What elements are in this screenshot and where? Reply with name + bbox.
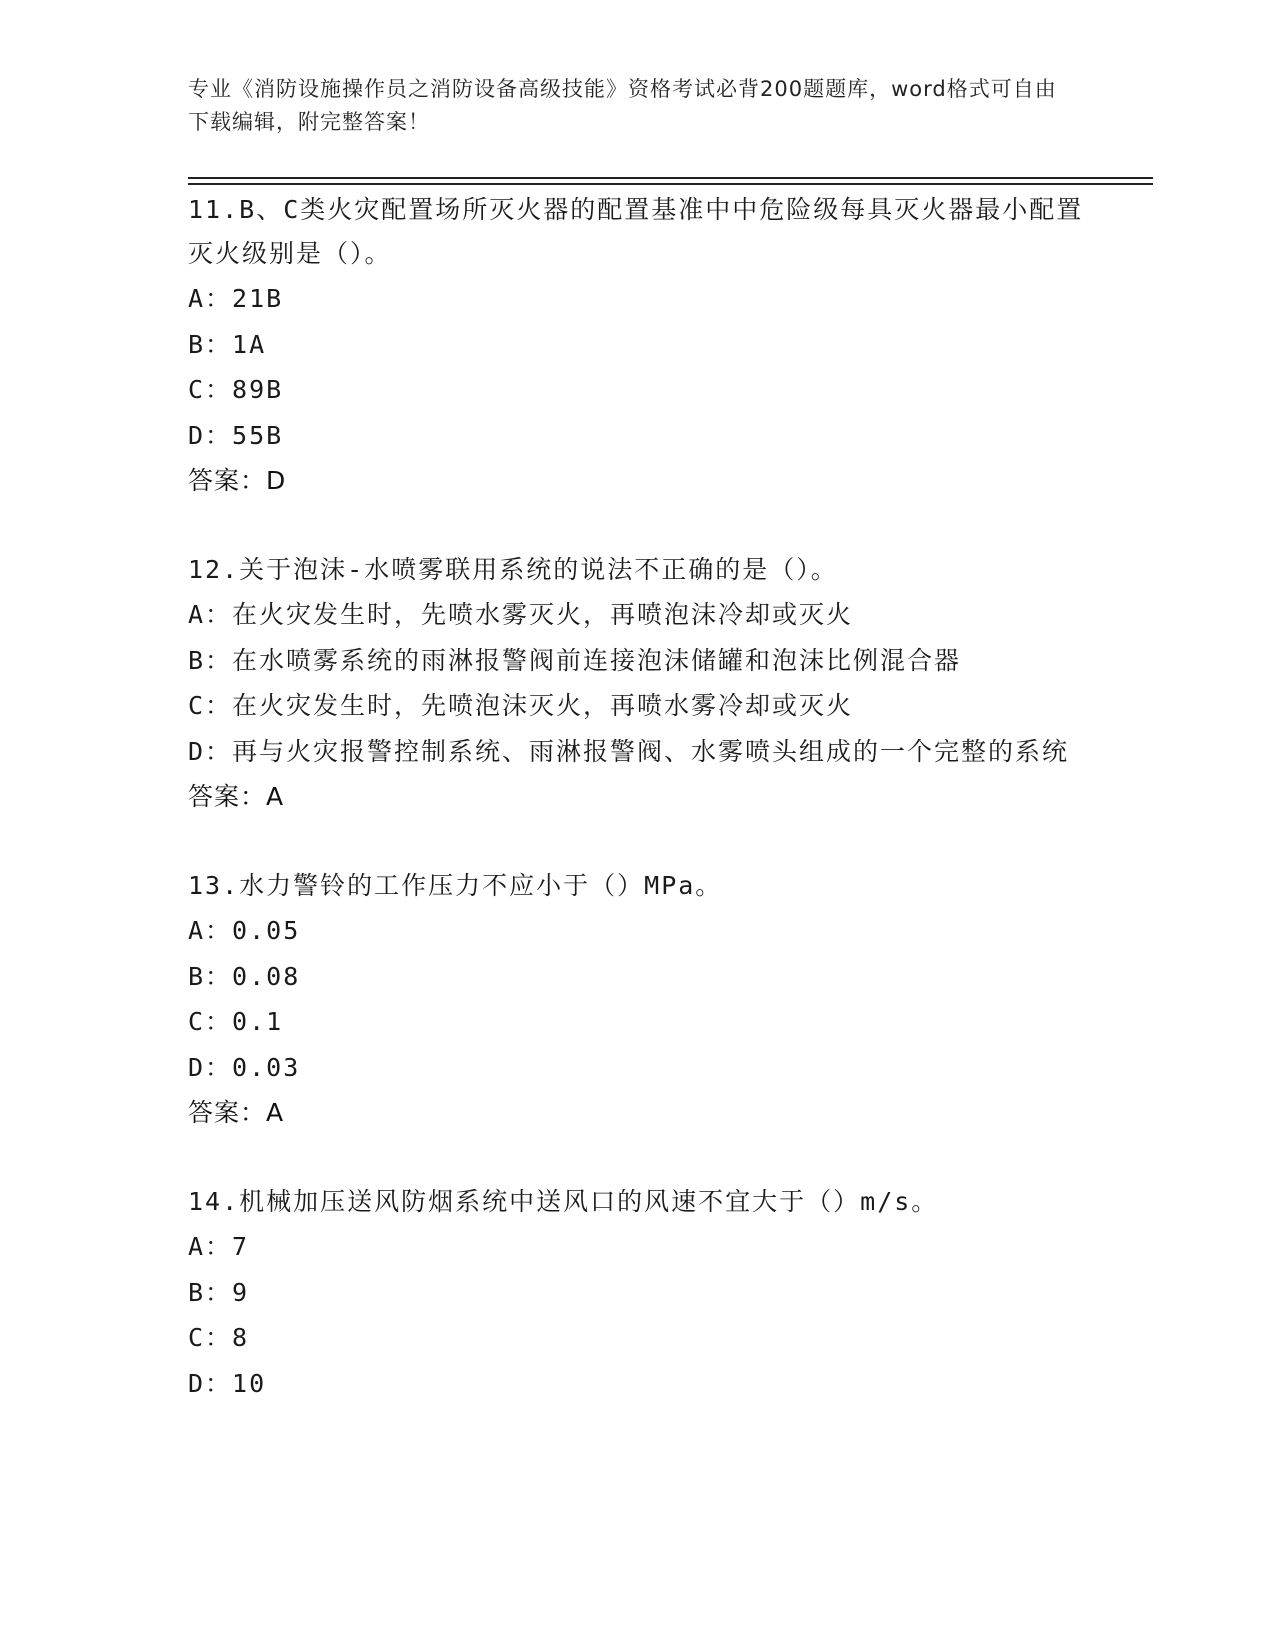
option-c: C：0.1 (188, 1007, 284, 1036)
option-d: D：10 (188, 1368, 267, 1398)
question-gap (188, 503, 1088, 548)
option-b: B：在水喷雾系统的雨淋报警阀前连接泡沫储罐和泡沫比例混合器 (188, 645, 962, 675)
option-d: D：0.03 (188, 1052, 301, 1082)
question-11 (188, 188, 1088, 503)
question-stem: 11.B、C类火灾配置场所灭火器的配置基准中中危险级每具灭火器最小配置灭火级别是（）。 (188, 195, 1084, 268)
question-14 (188, 1180, 1088, 1406)
option-c: C：89B (188, 375, 284, 404)
option-a: A：7 (188, 1232, 250, 1261)
question-stem: 12.关于泡沫-水喷雾联用系统的说法不正确的是（）。 (188, 555, 838, 584)
option-b: B：9 (188, 1277, 250, 1307)
question-gap (188, 1135, 1088, 1180)
question-stem: 14.机械加压送风防烟系统中送风口的风速不宜大于（）m/s。 (188, 1187, 939, 1216)
option-b: B：0.08 (188, 961, 301, 991)
document-header: 专业《消防设施操作员之消防设备高级技能》资格考试必背200题题库，word格式可自由下载编辑，附完整答案！ (188, 77, 1057, 134)
option-a: A：0.05 (188, 916, 301, 945)
question-stem: 13.水力警铃的工作压力不应小于（）MPa。 (188, 871, 723, 900)
option-b: B：1A (188, 329, 267, 359)
question-gap (188, 819, 1088, 864)
option-d: D：55B (188, 420, 284, 450)
question-list (188, 188, 1088, 1406)
answer-line: 答案：A (188, 782, 285, 811)
answer-line: 答案：A (188, 1098, 285, 1127)
header-divider-bottom (188, 183, 1153, 185)
option-a: A：21B (188, 284, 284, 313)
question-12 (188, 548, 1088, 819)
question-13 (188, 864, 1088, 1135)
option-c: C：8 (188, 1323, 250, 1352)
option-a: A：在火灾发生时，先喷水雾灭火，再喷泡沫冷却或灭火 (188, 600, 854, 629)
option-c: C：在火灾发生时，先喷泡沫灭火，再喷水雾冷却或灭火 (188, 691, 854, 720)
header-divider-top (188, 177, 1153, 179)
answer-line: 答案：D (188, 466, 287, 495)
option-d: D：再与火灾报警控制系统、雨淋报警阀、水雾喷头组成的一个完整的系统 (188, 736, 1070, 766)
